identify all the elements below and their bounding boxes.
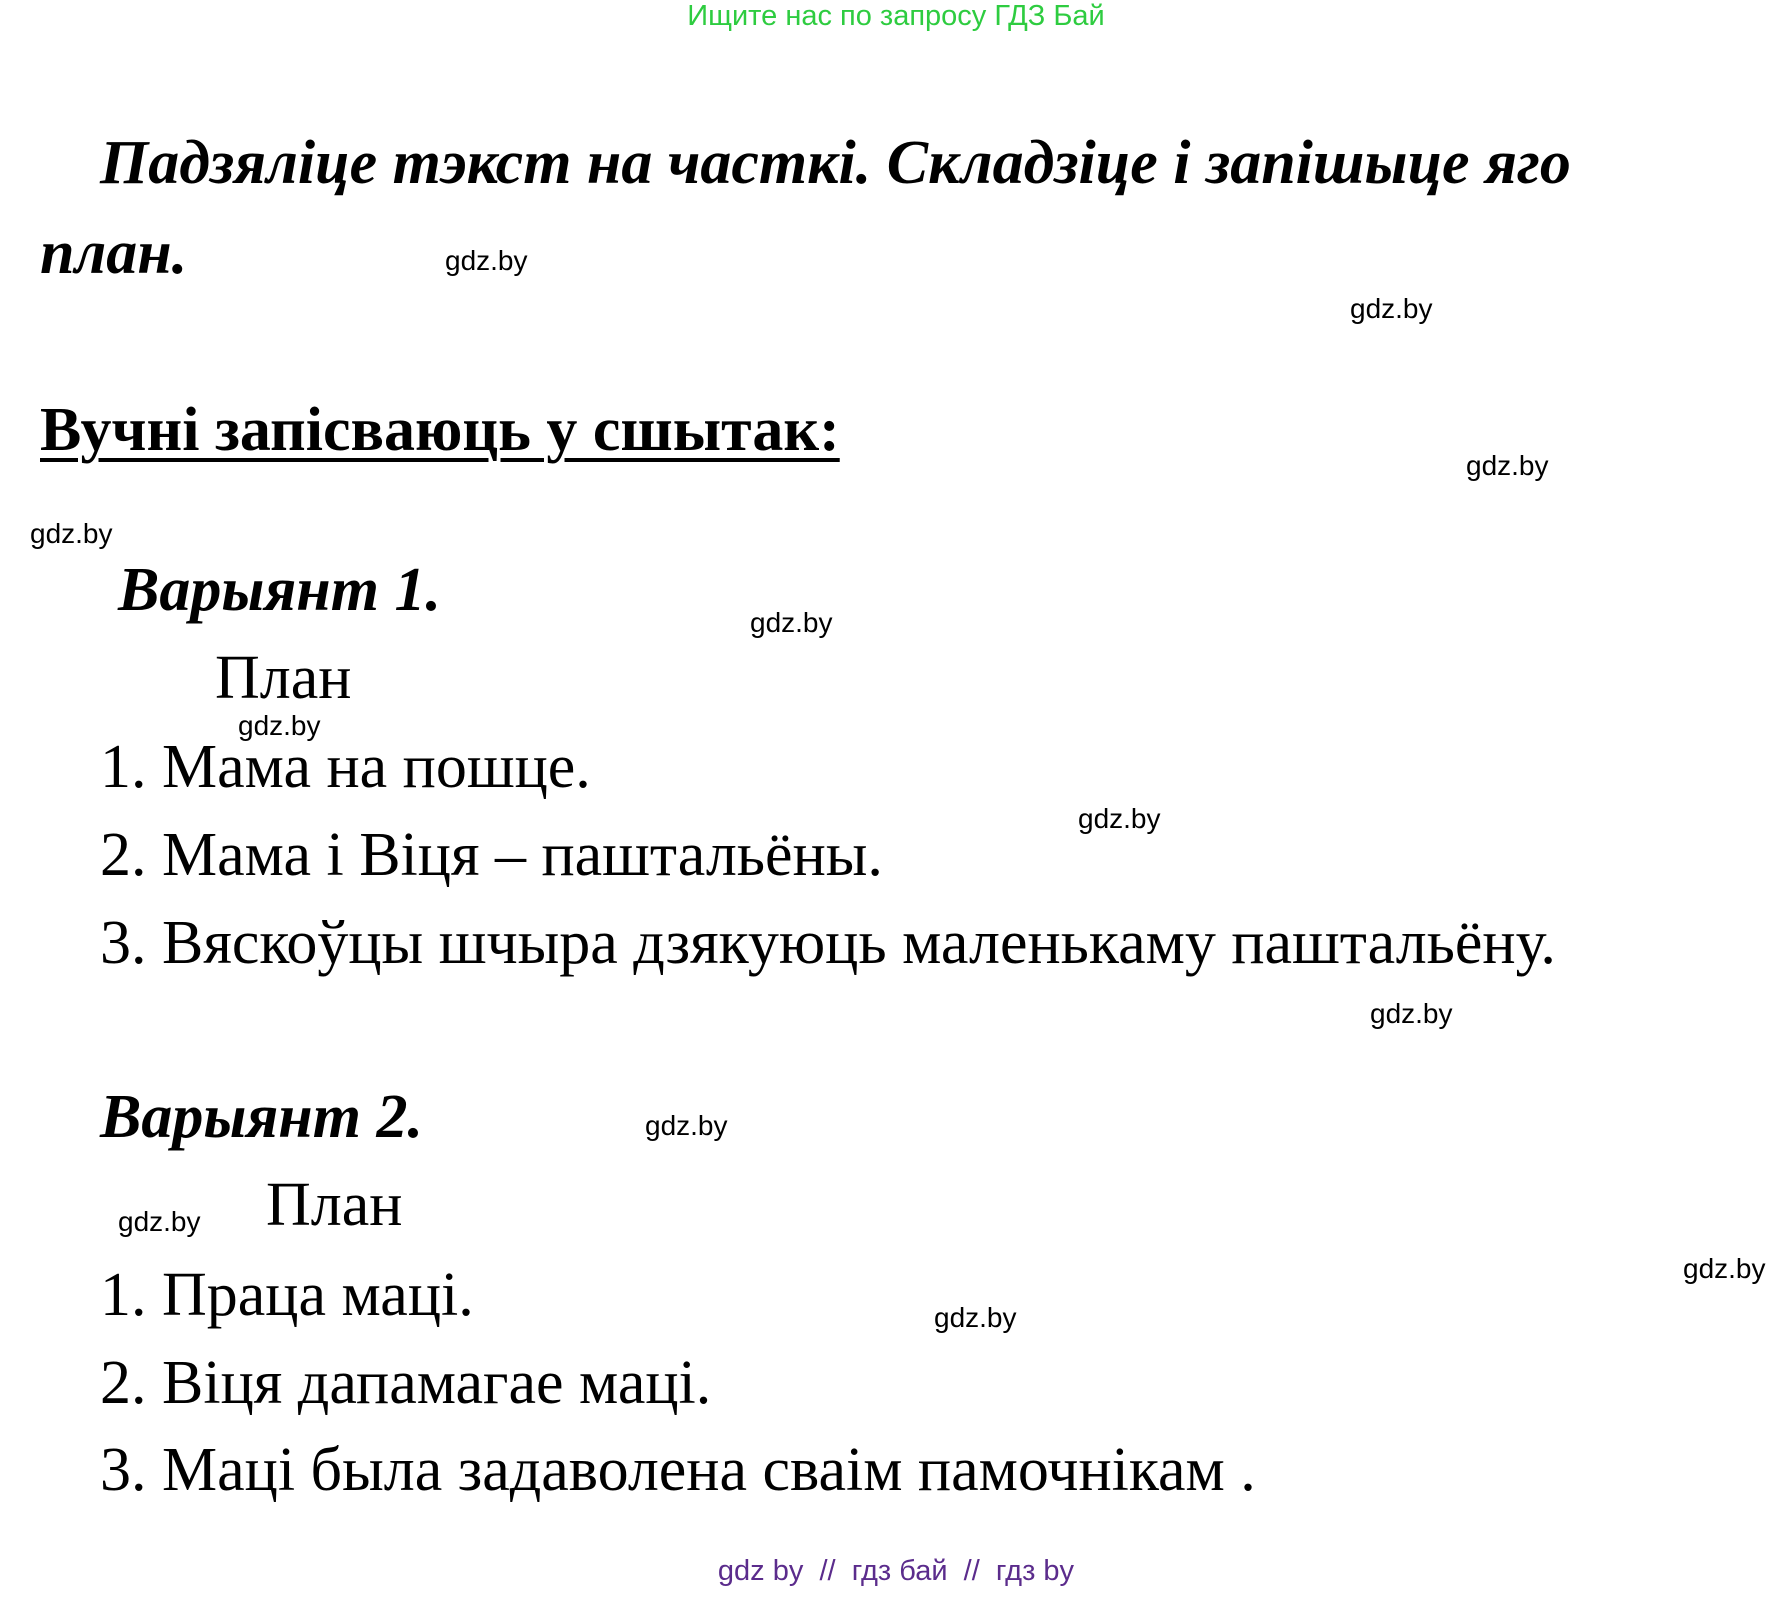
variant-1-item-2: 2. Мама і Віця – паштальёны. [100,821,883,889]
variant-2-item-3: 3. Маці была задаволена сваім памочнікам . [100,1436,1256,1504]
watermark: gdz.by [1683,1253,1766,1284]
task-line-1: Падзяліце тэкст на часткі. Складзіце і запішыце яго [100,129,1571,197]
variant-1-title: Варыянт 1. [118,556,441,624]
watermark: gdz.by [30,518,113,549]
variant-2-plan-label: План [266,1171,403,1239]
footer: gdz by // гдз бай // гдз by [717,1555,1075,1587]
variant-2-item-2: 2. Віця дапамагае маці. [100,1349,712,1417]
variant-1-item-1: 1. Мама на пошце. [100,733,591,801]
variant-2-title: Варыянт 2. [100,1083,423,1151]
watermark: gdz.by [238,710,321,741]
watermark: gdz.by [934,1302,1017,1333]
watermark: gdz.by [645,1110,728,1141]
watermark: gdz.by [1370,998,1453,1029]
watermark: gdz.by [750,607,833,638]
variant-1-item-3: 3. Вяскоўцы шчыра дзякуюць маленькаму паштальёну. [100,909,1556,977]
watermark: gdz.by [445,245,528,276]
watermark: gdz.by [1466,450,1549,481]
watermark: gdz.by [1350,293,1433,324]
watermark: gdz.by [118,1206,201,1237]
watermark: gdz.by [1078,803,1161,834]
top-banner: Ищите нас по запросу ГДЗ Бай [687,0,1105,32]
variant-2-item-1: 1. Праца маці. [100,1261,474,1329]
task-line-2: план. [40,219,188,287]
section-heading: Вучні запісваюць у сшытак: [40,396,840,464]
variant-1-plan-label: План [215,644,352,712]
